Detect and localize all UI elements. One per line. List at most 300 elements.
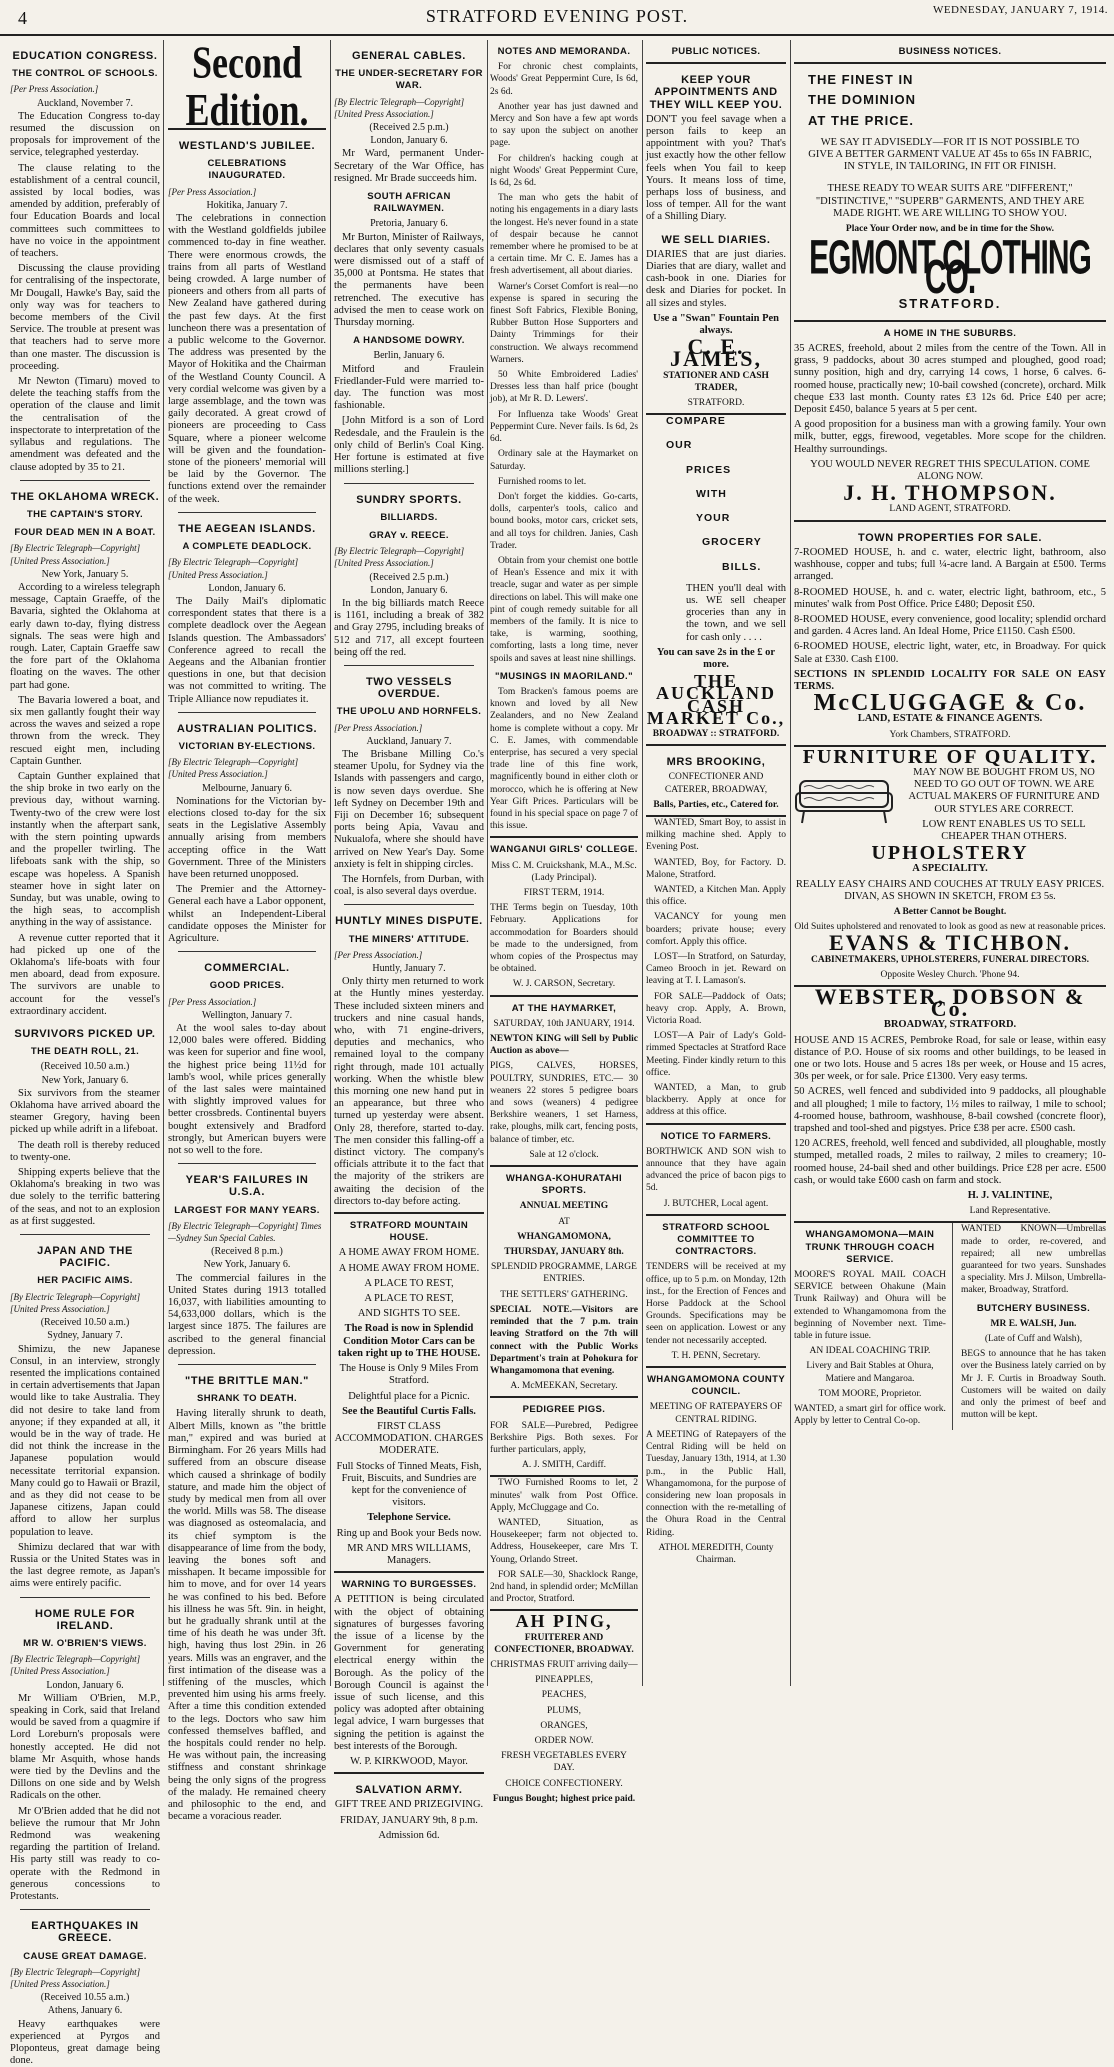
ad-text: TENDERS will be received at my office, up to 5 p.m. on Monday, 12th inst., for the Erection of Fences and Horse Paddock at the School Grounds. Specifications may be seen on application. Lowest or any tender not necessarily accepted. bbox=[646, 1262, 786, 1346]
dateline: London, January 6. bbox=[370, 135, 448, 147]
suburbs-ad bbox=[794, 328, 1106, 516]
divider bbox=[344, 483, 474, 484]
paragraph: Mr Burton, Minister of Railways, declares that only seventy casuals were dismissed out of a staff of 35,000 at Pontsma. He states that the permanents have been retrenched. The executive has advised the men to cease work on Thursday morning. bbox=[334, 231, 484, 329]
ad-line: Delightful place for a Picnic. bbox=[348, 1390, 470, 1402]
divider bbox=[178, 1364, 316, 1365]
ad-line: PEACHES, bbox=[541, 1690, 587, 1701]
ad-line: FIRST CLASS ACCOMMODATION. CHARGES MODERATE. bbox=[334, 1420, 484, 1457]
ad-line: STRATFORD. bbox=[687, 398, 745, 409]
dateline: Athens, January 6. bbox=[47, 2005, 123, 2017]
divider bbox=[20, 1234, 150, 1235]
paragraph: Mr Newton (Timaru) moved to delete the teaching staffs from the operation of the clause and limit the centralisation of the inspectorate to interpretation of the syllabus and regulations. The amendment was defeated and the clause adopted by 35 to 21. bbox=[10, 376, 160, 473]
classified-ad: VACANCY for young men boarders; private house; every comfort. Apply this office. bbox=[646, 912, 786, 947]
ad-line: (Late of Cuff and Walsh), bbox=[984, 1334, 1083, 1345]
ad-line: PRICES bbox=[686, 463, 732, 476]
ad-signature: W. P. KIRKWOOD, Mayor. bbox=[350, 1755, 468, 1767]
school-notice bbox=[646, 1222, 786, 1362]
coach-service-ad bbox=[794, 1223, 953, 1430]
column-6 bbox=[794, 40, 1106, 1686]
farmers-notice bbox=[646, 1131, 786, 1210]
ad-text: REALLY EASY CHAIRS AND COUCHES AT TRULY EASY PRICES. DIVAN, AS SHOWN IN SKETCH, FROM £3 5s. bbox=[795, 878, 1105, 902]
headline: "THE BRITTLE MAN." bbox=[185, 1375, 309, 1388]
ad-line: BROADWAY :: STRATFORD. bbox=[652, 728, 780, 739]
divider bbox=[178, 951, 316, 952]
furniture-ad bbox=[794, 745, 1106, 981]
ad-line: Livery and Bait Stables at Ohura, Matiere and Mangaroa. bbox=[806, 1361, 934, 1384]
ad-signature: Land Representative. bbox=[969, 1206, 1051, 1217]
ad-heading: STRATFORD SCHOOL COMMITTEE TO CONTRACTORS. bbox=[662, 1221, 770, 1258]
paragraph: The death roll is thereby reduced to twenty-one. bbox=[10, 1139, 160, 1163]
credit-line: [By Electric Telegraph—Copyright] [United Press Association.] bbox=[334, 96, 465, 119]
ad-signature: T. H. PENN, Secretary. bbox=[671, 1350, 761, 1361]
received-line: (Received 8 p.m.) bbox=[211, 1246, 283, 1258]
note-item: The man who gets the habit of noting his engagements in a diary lasts the longest. He's never found in a state of despair because he cannot remember where he promised to be at a certain time. Mr C. E. James has a fresh advertisement, all about diaries. bbox=[490, 193, 638, 277]
column-rule bbox=[790, 40, 791, 1686]
ad-line: SECTIONS IN SPLENDID LOCALITY FOR SALE ON EASY TERMS. bbox=[794, 668, 1106, 692]
ad-line: FRIDAY, JANUARY 9th, 8 p.m. bbox=[340, 1814, 478, 1826]
ad-heading: BUTCHERY BUSINESS. bbox=[976, 1302, 1091, 1314]
paragraph: The Bavaria lowered a boat, and six men gallantly fought their way across the waves and seized a rope thrown from the wreck. They rescued eight men, including Captain Gunther. bbox=[10, 694, 160, 767]
ad-name: AH PING, bbox=[515, 1611, 613, 1632]
headline: NOTES AND MEMORANDA. bbox=[497, 46, 631, 57]
paragraph: Captain Gunther explained that the ship broke in two early on the previous day, without warning. Twenty-two of the crew were lost instantly when the afterpart sank, with the stern pointing upwards and the propeller twirling. The lifeboats sank with the ship, so escape was hopeless. A Spanish steamer hove in sight later on Sunday, but was unable, owing to the high seas, to accomplish anything in the way of assistance. bbox=[10, 770, 160, 929]
ad-line: A HOME AWAY FROM HOME. bbox=[338, 1247, 480, 1259]
divider bbox=[646, 62, 786, 64]
ad-line: AT THE PRICE. bbox=[808, 112, 914, 128]
divider bbox=[490, 836, 638, 838]
haymarket-ad bbox=[490, 1003, 638, 1161]
ad-name: EVANS & TICHBON. bbox=[828, 930, 1072, 956]
newspaper-title: STRATFORD EVENING POST. bbox=[425, 6, 689, 26]
credit-line: [Per Press Association.] bbox=[334, 949, 423, 960]
credit-line: [Per Press Association.] bbox=[168, 186, 257, 197]
ad-text: A good proposition for a business man with a growing family. Your own milk, butter, eggs, firewood, vegetables. More scope for the children. Healthy surroundings. bbox=[794, 419, 1106, 455]
ad-text: BEGS to announce that he has taken over the Business lately carried on by Mr J. F. Curtis in Broadway South. Customers will be waited on daily and only the primest of beef and mutton will be kept. bbox=[960, 1349, 1106, 1421]
ad-text: NEWTON KING will Sell by Public Auction as above— bbox=[490, 1034, 638, 1057]
column-5 bbox=[646, 40, 786, 1686]
divider bbox=[646, 1366, 786, 1368]
dateline: Hokitika, January 7. bbox=[206, 199, 288, 211]
divider bbox=[646, 1123, 786, 1125]
masthead bbox=[0, 0, 1114, 36]
headline: HUNTLY MINES DISPUTE. bbox=[335, 915, 483, 928]
brooking-ad bbox=[646, 756, 786, 811]
paragraph: A revenue cutter reported that it had picked up one of the Oklahoma's life-boats with four men aboard, dead from exposure. The survivors are unable to account for the vessel's extraordinary accident. bbox=[10, 932, 160, 1017]
dateline: Auckland, January 7. bbox=[366, 735, 452, 747]
ad-heading: PEDIGREE PIGS. bbox=[522, 1404, 606, 1416]
dateline: London, January 6. bbox=[208, 582, 286, 594]
divider bbox=[20, 480, 150, 481]
ad-heading: A HOME IN THE SUBURBS. bbox=[883, 327, 1017, 339]
subheadline: A COMPLETE DEADLOCK. bbox=[182, 541, 312, 553]
subheadline: GOOD PRICES. bbox=[209, 980, 285, 992]
ad-heading: FURNITURE OF QUALITY. bbox=[802, 745, 1098, 768]
subheadline: GRAY v. REECE. bbox=[369, 529, 449, 541]
note-item: Obtain from your chemist one bottle of Hean's Essence and mix it with treacle, sugar and water as per simple directions on label. This will make one pint of cough remedy suitable for all members of the family. It is nice to take, is warming, soothing, comforting, lasts a long time, never spoils and saves at least nine shillings. bbox=[490, 555, 638, 664]
headline: EARTHQUAKES IN GREECE. bbox=[31, 1920, 139, 1945]
credit-line: [Per Press Association.] bbox=[334, 722, 423, 733]
divider bbox=[178, 712, 316, 713]
divider bbox=[178, 512, 316, 513]
ad-line: MEETING OF RATEPAYERS OF CENTRAL RIDING. bbox=[649, 1402, 783, 1425]
ad-line: OUR bbox=[666, 439, 693, 452]
classified-ad: WANTED, a Man, to grub blackberry. Apply at once for address at this office. bbox=[646, 1083, 786, 1118]
ad-heading: WHANGA-KOHURATAHI SPORTS. bbox=[505, 1173, 623, 1197]
ad-line: LAND, ESTATE & FINANCE AGENTS. bbox=[857, 713, 1043, 725]
paragraph: The commercial failures in the United States during 1913 totalled 16,037, with liabilities amounting to 54,633,000 dollars, which is the largest since 1875. The failures are ascribed to the general financial depression. bbox=[168, 1272, 326, 1357]
ad-signature: W. J. CARSON, Secretary. bbox=[512, 979, 616, 990]
paragraph: The Daily Mail's diplomatic correspondent states that there is a complete deadlock over the Aegean Islands question. The Ambassadors' Conference agreed to recall the Aegeans and the Albanian frontier questions in one, but that decision was not committed to writing. The Triple Alliance now repudiates it. bbox=[168, 595, 326, 705]
ad-heading: WHANGAMOMONA—MAIN TRUNK THROUGH COACH SERVICE. bbox=[805, 1229, 935, 1265]
divider bbox=[490, 995, 638, 997]
ad-line: YOU WOULD NEVER REGRET THIS SPECULATION. COME ALONG NOW. bbox=[810, 458, 1090, 483]
credit-line: [By Electric Telegraph—Copyright] [United Press Association.] bbox=[10, 1291, 141, 1314]
headline: WESTLAND'S JUBILEE. bbox=[178, 140, 316, 152]
headline: YEAR'S FAILURES IN U.S.A. bbox=[185, 1174, 309, 1199]
ad-line: Ring up and Book your Beds now. bbox=[336, 1527, 482, 1539]
divider bbox=[344, 665, 474, 666]
paragraph: Mitford and Fraulein Friedlander-Fuld were married to-day. The function was most fashionable. bbox=[334, 363, 484, 412]
ad-line: SATURDAY, 10th JANUARY, 1914. bbox=[493, 1018, 635, 1029]
column-1 bbox=[10, 40, 160, 2067]
diaries-ad bbox=[646, 74, 786, 409]
ad-line: Balls, Parties, etc., Catered for. bbox=[653, 799, 779, 810]
credit-line: [By Electric Telegraph—Copyright] [United Press Association.] bbox=[10, 1654, 141, 1677]
ad-line: ORANGES, bbox=[540, 1720, 588, 1731]
note-item: For chronic chest complaints, Woods' Great Peppermint Cure, Is 6d, 2s 6d. bbox=[490, 62, 638, 97]
subheadline: CELEBRATIONS INAUGURATED. bbox=[207, 158, 287, 182]
section-heading: BUSINESS NOTICES. bbox=[898, 46, 1002, 57]
classified-ad: WANTED KNOWN—Umbrellas made to order, re-covered, and repaired; all new umbrellas guaranteed for two years. Sunshades a speciality. Mrs J. Milson, Umbrella-maker, Broadway, Stratford. bbox=[960, 1224, 1106, 1296]
sports-ad bbox=[490, 1173, 638, 1392]
ad-line: Old Suites upholstered and renovated to look as good as new at reasonable prices. bbox=[794, 922, 1106, 933]
ad-line: FRESH VEGETABLES EVERY DAY. bbox=[501, 1751, 627, 1774]
ad-signature: H. J. VALINTINE, bbox=[967, 1190, 1053, 1202]
ad-line: YOUR bbox=[696, 512, 731, 525]
column-2 bbox=[168, 37, 326, 1823]
paragraph: According to a wireless telegraph message, Captain Graeffe, of the Bavaria, sighted the Oklahoma at early dawn to-day, flying distress signals. The seas were high and rough. Later, Captain Graeffe saw the fore part of the Oklahoma floating on the waves. The other part had gone. bbox=[10, 581, 160, 691]
dateline: New York, January 6. bbox=[41, 1074, 129, 1086]
classified-ad: WANTED, a smart girl for office work. Apply by letter to Central Co-op. bbox=[794, 1404, 946, 1427]
dateline: Sydney, January 7. bbox=[47, 1330, 123, 1342]
classified-ad: WANTED, Boy, for Factory. D. Malone, Stratford. bbox=[646, 857, 786, 880]
ad-text: THEN you'll deal with us. WE sell cheaper groceries than any in the town, and we sell for cash only . . . . bbox=[686, 582, 786, 643]
column-rule bbox=[487, 40, 488, 1686]
credit-line: [By Electric Telegraph—Copyright] [United Press Association.] bbox=[10, 543, 141, 566]
paragraph: Tom Bracken's famous poems are known and loved by all New Zealanders, and no New Zealand home is complete without a copy. Mr C. E. James, with commendable enterprise, has secured a very special trade line of this fine work, magnificently bound in either cloth or morocco, which he is offering at New Year Gift Prices. Particulars will be found in his special space on page 7 of this issue. bbox=[490, 686, 638, 832]
ad-line: Opposite Wesley Church. 'Phone 94. bbox=[880, 969, 1020, 980]
dateline: Wellington, January 7. bbox=[201, 1009, 293, 1021]
classified-ad: FOR SALE—Paddock of Oats; heavy crop. Apply, A. Brown, Victoria Road. bbox=[646, 991, 786, 1026]
ad-line: ORDER NOW. bbox=[534, 1735, 594, 1746]
ad-line: The House is Only 9 Miles From Stratford. bbox=[339, 1363, 479, 1387]
divider bbox=[490, 1165, 638, 1167]
ad-line: BROADWAY, STRATFORD. bbox=[883, 1019, 1017, 1031]
ad-line: AT bbox=[558, 1216, 570, 1227]
ad-line: A SPECIALITY. bbox=[912, 863, 988, 875]
ad-line: THE DOMINION bbox=[808, 92, 917, 108]
dateline: London, January 6. bbox=[370, 584, 448, 596]
ad-heading: TOWN PROPERTIES FOR SALE. bbox=[857, 531, 1043, 544]
ad-name: McCLUGGAGE & Co. bbox=[813, 690, 1087, 717]
ad-line: ANNUAL MEETING bbox=[519, 1201, 609, 1212]
ad-text: LOW RENT ENABLES US TO SELL CHEAPER THAN OTHERS. bbox=[922, 818, 1086, 842]
ad-text: MAY NOW BE BOUGHT FROM US, NO NEED TO GO OUT OF TOWN. WE ARE ACTUAL MAKERS OF FURNITURE AND OUR STYLES ARE CORRECT. bbox=[908, 766, 1100, 815]
note-item: For children's hacking cough at night Woods' Great Peppermint Cure, Is 6d, 2s 6d. bbox=[490, 153, 638, 189]
subheadline: THE DEATH ROLL, 21. bbox=[30, 1046, 140, 1058]
divider bbox=[178, 1163, 316, 1164]
received-line: (Received 10.55 a.m.) bbox=[40, 1992, 130, 2004]
grocery-ad bbox=[646, 415, 786, 740]
ad-line: Sale at 12 o'clock. bbox=[529, 1149, 599, 1160]
ad-text: 35 ACRES, freehold, about 2 miles from the centre of the Town. All in grass, 9 paddocks, about 30 acres stumped and ploughed, good road; sunny position, high and dry, carrying 14 cows, 1 horse, 6 calves. 6-roomed house, practically new; 10-bail cowshed (concrete), orchard. Milk cheque £33 last month. County rates £3 12s 6d. Price £40 per acre; Deposit £450, balance 5 years at 5 per cent. bbox=[794, 343, 1106, 416]
paragraph: Mr William O'Brien, M.P., speaking in Cork, said that Ireland would be saved from a quagmire if Lord Loreburn's proposals were honestly accepted. He did not blame Mr Asquith, whose hands were tied by the Devlins and the Dillons on one side and by Welsh Radicals on the other. bbox=[10, 1692, 160, 1802]
ad-text: PIGS, CALVES, HORSES, POULTRY, SUNDRIES, ETC.— 30 weaners 22 stores 5 pedigree boars and sows (weaners) 4 pedigree Berkshire weaners, 1 set Harness, rake, ploughs, milk cart, fencing posts, balance of timber, etc. bbox=[490, 1061, 638, 1145]
paragraph: Heavy earthquakes were experienced at Pyrgos and Ploponteus, great damage being done. bbox=[10, 2018, 160, 2067]
ad-text: WE SAY IT ADVISEDLY—FOR IT IS NOT POSSIBLE TO GIVE A BETTER GARMENT VALUE AT 45s to 65s IN FABRIC, IN STYLE, IN TAILORING, IN FIT OR FINISH. bbox=[808, 136, 1092, 173]
paragraph: Nominations for the Victorian by-elections closed to-day for the six seats in the Legislative Assembly annually arising from members accepting office in the Watt Government. Three of the Ministers have been returned unopposed. bbox=[168, 795, 326, 880]
ad-name: C. E. JAMES, bbox=[669, 334, 763, 372]
headline: JAPAN AND THE PACIFIC. bbox=[37, 1245, 133, 1270]
paragraph: At the wool sales to-day about 12,000 bales were offered. Bidding was keen for superior and fine wool, the highest price being 11½d for lamb's wool, while prices generally of the last sales were maintained with slightly improved values for better crossbreds. Continental buyers bought extensively and Bradford strongly, but American buyers were not so well to the fore. bbox=[168, 1023, 326, 1157]
ad-text: MOORE'S ROYAL MAIL COACH SERVICE between Ohakune (Main Trunk Railway) and Ohura will be extended to Whangamomona from the beginning of November next. Time-table in future issue. bbox=[794, 1270, 946, 1342]
burgesses-notice bbox=[334, 1579, 484, 1768]
note-item: Furnished rooms to let. bbox=[498, 476, 587, 487]
ad-text: DON'T you feel savage when a person fails to keep an appointment with you? That's just exactly how the other fellow feels when You fail to keep Yours. It means loss of time, perhaps loss of business, and loss of temper. All for the want of a Shilling Diary. bbox=[646, 113, 786, 223]
subheadline: FOUR DEAD MEN IN A BOAT. bbox=[14, 527, 156, 539]
subheadline: THE MINERS' ATTITUDE. bbox=[348, 933, 470, 945]
ad-text: FOR SALE—Purebred, Pedigree Berkshire Pigs. Both sexes. For further particulars, apply, bbox=[490, 1420, 638, 1455]
divider bbox=[646, 744, 786, 746]
divider bbox=[334, 1772, 484, 1774]
paragraph: In the big billiards match Reece is 1161, including a break of 382 and Gray 2795, including breaks of 512 and 717, all except fourteen being off the red. bbox=[334, 597, 484, 658]
note-item: Ordinary sale at the Haymarket on Saturday. bbox=[490, 449, 638, 472]
edition-banner: Second Edition. bbox=[185, 37, 309, 135]
ad-heading: STRATFORD MOUNTAIN HOUSE. bbox=[349, 1220, 469, 1244]
paragraph: The Education Congress to-day resumed the discussion on proposals for improvement of the service, telegraphed yesterday. bbox=[10, 110, 160, 159]
listing: 6-ROOMED HOUSE, electric light, water, etc, in Broadway. For quick Sale at £330. Cash £100. bbox=[794, 641, 1106, 665]
listing: 120 ACRES, freehold, well fenced and subdivided, all ploughable, mostly stumped, metalled roads, 2 miles to railway, 2 miles to creamery; 10-roomed house, 24-bail shed and other buildings. Price £28 per acre. £500 cash, or would take £600 cash on farm and stock. bbox=[794, 1138, 1106, 1186]
wanganui-ad bbox=[490, 844, 638, 990]
ad-line: AND SIGHTS TO SEE. bbox=[357, 1308, 461, 1320]
column-rule bbox=[330, 40, 331, 1686]
ad-heading: WARNING TO BURGESSES. bbox=[341, 1579, 477, 1591]
column-4 bbox=[490, 40, 639, 1804]
listing: 8-ROOMED HOUSE, h. and c. water, electric light, bathroom, etc., 5 minutes' walk from Post Office. Price £480; Deposit £50. bbox=[794, 586, 1106, 610]
ad-line: CABINETMAKERS, UPHOLSTERERS, FUNERAL DIRECTORS. bbox=[810, 954, 1090, 965]
credit-line: [By Electric Telegraph—Copyright] [United Press Association.] bbox=[10, 1966, 141, 1990]
ad-heading: WANGANUI GIRLS' COLLEGE. bbox=[490, 844, 638, 856]
classified-ad: WANTED, a Kitchen Man. Apply this office. bbox=[646, 884, 786, 908]
paragraph: Having literally shrunk to death, Albert Mills, known as "the brittle man," expired and was buried at Birmingham. For 26 years Mills had suffered from an obscure disease which caused a shrinkage of bodily stature, and made him the object of study by medical men from all over the world. Mills was 58. The disease was diagnosed as osteomalacia, and its chief symptom is the disappearance of lime from the body, leaving the bones soft and misshapen. It became impossible for him to move, and for over 14 years he was confined to his bed. Before his illness he was 5ft. 9in. in height, but he gradually shrank until at the time of his death he was under 3ft. high, having thus lost 29in. in 26 years. Mills was an engraver, and the first intimation of the disease was a stiffening of the muscles, which prevented him using his arms freely. After a time this condition extended to the legs. Doctors who saw him confessed themselves baffled, and the hospitals could render no help. He was without pain, the increasing stiffness and constant shrinkage being the only signs of the progress of the malady. He remained cheery and philosophic to the end, and became a voracious reader. bbox=[168, 1408, 326, 1823]
headline: THE AEGEAN ISLANDS. bbox=[178, 522, 316, 535]
credit-line: [By Electric Telegraph—Copyright] [United Press Association.] bbox=[334, 546, 465, 569]
ad-name: THE AUCKLAND CASH MARKET Co., bbox=[646, 671, 786, 728]
subheadline: MR W. O'BRIEN'S VIEWS. bbox=[23, 1637, 147, 1649]
ad-heading: SALVATION ARMY. bbox=[355, 1784, 463, 1797]
paragraph: Shipping experts believe that the Oklahoma's breaking in two was due solely to the terrific battering of the seas, and not to an explosion as at first suggested. bbox=[10, 1167, 160, 1227]
ad-line: CHOICE CONFECTIONERY. bbox=[505, 1778, 623, 1789]
ad-line: STRATFORD. bbox=[898, 295, 1002, 311]
headline: HOME RULE FOR IRELAND. bbox=[34, 1607, 136, 1632]
divider bbox=[20, 1909, 150, 1910]
issue-date: WEDNESDAY, JANUARY 7, 1914. bbox=[932, 4, 1108, 16]
received-line: (Received 2.5 p.m.) bbox=[369, 571, 449, 583]
ad-text: THESE READY TO WEAR SUITS ARE "DIFFERENT," "DISTINCTIVE," "SUPERB" GARMENTS, AND THEY ARE MADE RIGHT. WE ARE WILLING TO SHOW YOU. bbox=[815, 183, 1085, 219]
ad-line: CHRISTMAS FRUIT arriving daily— bbox=[490, 1659, 638, 1670]
subheadline: THE UNDER-SECRETARY FOR WAR. bbox=[335, 68, 483, 92]
divider bbox=[20, 1597, 150, 1598]
ad-line: A Better Cannot be Bought. bbox=[893, 906, 1007, 917]
ad-line: THE SETTLERS' GATHERING. bbox=[500, 1289, 628, 1300]
bottom-ads bbox=[794, 1223, 1106, 1430]
masthead-rule bbox=[0, 34, 1114, 36]
received-line: (Received 2.5 p.m.) bbox=[369, 122, 449, 134]
pigs-ad bbox=[490, 1404, 638, 1471]
divider bbox=[646, 1214, 786, 1216]
dateline: Huntly, January 7. bbox=[372, 963, 446, 974]
headline: SUNDRY SPORTS. bbox=[356, 493, 462, 506]
ad-text: A MEETING of Ratepayers of the Central Riding will be held on Tuesday, January 13th, 1914, at 1.30 p.m., in the Public Hall, Whangamomona, for the purpose of considering new loan proposals in connection with the re-metalling of the Ohura Road in the Central Riding. bbox=[646, 1429, 786, 1538]
received-line: (Received 10.50 a.m.) bbox=[40, 1317, 130, 1329]
ad-text: BORTHWICK AND SON wish to announce that they have again advanced the price of bacon pigs to 5d. bbox=[646, 1146, 786, 1194]
divider bbox=[794, 520, 1106, 522]
credit-line: [Per Press Association.] bbox=[10, 84, 99, 95]
ad-text: SPECIAL NOTE.—Visitors are reminded that the 7 p.m. train leaving Stratford on the 7th will connect with the Public Works Department's train at Pohokura for Whangamomona that evening. bbox=[490, 1304, 638, 1376]
ad-name: MR E. WALSH, Jun. bbox=[990, 1318, 1077, 1329]
webster-dobson-ad bbox=[794, 983, 1106, 1217]
ad-heading: NOTICE TO FARMERS. bbox=[660, 1130, 772, 1142]
dateline: Melbourne, January 6. bbox=[202, 782, 292, 794]
classified-ad: WANTED, Smart Boy, to assist in milking machine shed. Apply to Evening Post. bbox=[646, 817, 786, 853]
subheadline: CAUSE GREAT DAMAGE. bbox=[23, 1950, 147, 1962]
ad-text: THE Terms begin on Tuesday, 10th February. Applications for accommodation for Boarders should be made to the undersigned, from whom copies of the Prospectus may be obtained. bbox=[490, 903, 638, 975]
sofa-illustration bbox=[794, 771, 894, 829]
divider bbox=[334, 1212, 484, 1214]
ad-line: BILLS. bbox=[722, 560, 762, 573]
ad-heading: AT THE HAYMARKET, bbox=[511, 1002, 617, 1014]
ad-name: EGMONT CLOTHING CO. bbox=[809, 232, 1091, 305]
received-line: (Received 10.50 a.m.) bbox=[40, 1061, 130, 1073]
mountain-house-ad bbox=[334, 1220, 484, 1567]
ad-line: The Road is now in Splendid Condition Motor Cars can be taken right up to THE HOUSE. bbox=[337, 1323, 481, 1359]
ad-signature: ATHOL MEREDITH, County Chairman. bbox=[658, 1542, 774, 1565]
divider bbox=[334, 1571, 484, 1573]
ad-line: Use a "Swan" Fountain Pen always. bbox=[652, 312, 779, 337]
headline: SURVIVORS PICKED UP. bbox=[14, 1028, 156, 1041]
subheadline: "MUSINGS IN MAORILAND." bbox=[494, 670, 633, 682]
ad-line: FRUITERER AND CONFECTIONER, BROADWAY. bbox=[494, 1632, 634, 1655]
ad-signature: A. J. SMITH, Cardiff. bbox=[521, 1460, 606, 1471]
credit-line: [By Electric Telegraph—Copyright] [United Press Association.] bbox=[168, 557, 299, 580]
ad-line: COMPARE bbox=[666, 415, 726, 428]
ad-line: THE FINEST IN bbox=[808, 72, 914, 88]
paragraph: [John Mitford is a son of Lord Redesdale, and the Fraulein is the only child of Berlin's Coal King. Her fortune is estimated at five millions sterling.] bbox=[334, 415, 484, 476]
paragraph: The Hornfels, from Durban, with coal, is also several days overdue. bbox=[334, 873, 484, 898]
paragraph: Shimizu declared that war with Russia or the United States was in the last degree remote, as Japan's aims were entirely pacific. bbox=[10, 1541, 160, 1590]
note-item: Another year has just dawned and Mercy and Son have a few apt words to say upon the subject on another page. bbox=[490, 101, 638, 149]
subheadline: BILLIARDS. bbox=[380, 511, 438, 523]
column-rule bbox=[163, 40, 164, 1686]
ad-line: THURSDAY, JANUARY 8th. bbox=[504, 1247, 624, 1258]
headline: THE OKLAHOMA WRECK. bbox=[10, 490, 160, 503]
ad-line: Admission 6d. bbox=[378, 1829, 440, 1841]
headline: TWO VESSELS OVERDUE. bbox=[365, 675, 453, 701]
credit-line: [By Electric Telegraph—Copyright] [United Press Association.] bbox=[168, 757, 299, 780]
ad-line: Full Stocks of Tinned Meats, Fish, Fruit, Biscuits, and Sundries are kept for the convenience of visitors. bbox=[336, 1460, 482, 1509]
ad-line: PINEAPPLES, bbox=[535, 1675, 593, 1686]
paragraph: Only thirty men returned to work at the Huntly mines yesterday. These included sixteen miners and truckers and nine casual hands, who, with 71 engine-drivers, deputies and mechanics, who remained loyal to the company right through, made 101 actually working. When the whistle blew this morning one new hand put in an appearance, but three who turned up yesterday were absent. Only 28, therefore, started to-day. The men consider this falling-off a distinct victory. The company's officials attribute it to the fact that the majority of the strikers are awaiting the decision of the directors to-day before acting. bbox=[334, 976, 484, 1207]
paragraph: Mr O'Brien added that he did not believe the rumour that Mr John Redmond was weakening regarding the partition of Ireland. His party still was ready to co-operate with the Redmond in generous concessions to Protestants. bbox=[10, 1805, 160, 1903]
dateline: Berlin, January 6. bbox=[373, 350, 445, 362]
subheadline: HER PACIFIC AIMS. bbox=[37, 1275, 133, 1287]
ad-signature: A. McMEEKAN, Secretary. bbox=[510, 1381, 618, 1392]
county-notice bbox=[646, 1374, 786, 1566]
ad-signature: MR AND MRS WILLIAMS, Managers. bbox=[347, 1542, 471, 1566]
salvation-army-ad bbox=[334, 1784, 484, 1842]
dateline: New York, January 5. bbox=[41, 568, 129, 580]
classified-ad: LOST—A Pair of Lady's Gold-rimmed Spectacles at Stratford Race Meeting. Finder kindly return to this office. bbox=[646, 1031, 786, 1078]
classified-ad: FOR SALE—30, Shacklock Range, 2nd hand, in splendid order; McMillan and Proctor, Stratford. bbox=[490, 1569, 638, 1605]
ad-line: LAND AGENT, STRATFORD. bbox=[889, 504, 1011, 515]
dateline: Auckland, November 7. bbox=[36, 97, 134, 109]
divider bbox=[794, 62, 1106, 64]
paragraph: The celebrations in connection with the Westland goldfields jubilee commenced to-day in fine weather. There were enormous crowds, the trains from all parts of Westland being crowded. A large number of pioneers and others from all parts of New Zealand have gathered during the past few days. At the first luncheon there was a presentation of a public welcome to the Governor. The address was presented by the Mayor of Hokitika and the Chairman of the Westland County Council. A very cordial welcome was given by a large assemblage, and the town was gaily decorated. A great crowd of pioneers are proceeding to Cass Square, where a pioneer welcome will be given and the foundation-stone of the pioneers' memorial will be laid by the Governor. The functions extend over the remainder of the week. bbox=[168, 213, 326, 505]
note-item: For Influenza take Woods' Great Peppermint Cure. Never fails. Is 6d, 2s 6d. bbox=[490, 409, 639, 445]
column-3 bbox=[334, 40, 484, 1841]
ad-line: A PLACE TO REST, bbox=[364, 1293, 454, 1305]
ad-line: Place Your Order now, and be in time for the Show. bbox=[845, 224, 1055, 235]
paragraph: Shimizu, the new Japanese Consul, in an interview, strongly resented the implications contained in certain advertisements that Japan would like to take Australia. They did not desire to take land from anyone; if they expanded at all, it would be in the way of trade. He did not think the increase in the Japanese population would necessitate territorial expansion. Many could go to Hawaii or Brazil, and as they did not cease to be Japanese citizens, Japan could afford to allow her surplus population to leave. bbox=[10, 1343, 160, 1538]
ad-line: GIFT TREE AND PRIZEGIVING. bbox=[334, 1799, 484, 1811]
listing: 7-ROOMED HOUSE, h. and c. water, electric light, bathroom, also washhouse, copper and tubs; full ¼-acre land. A Bargain at £500. Terms arranged. bbox=[794, 546, 1106, 583]
listing: HOUSE AND 15 ACRES, Pembroke Road, for sale or lease, within easy distance of P.O. House of six rooms and other buildings, to be leased in one or two lots. House and 5 acres 18s per week, or House and 15 acres, 30s per week, or for sale. Price £1300. Very easy terms. bbox=[794, 1034, 1106, 1083]
classified-ad: TWO Furnished Rooms to let, 2 minutes' walk from Post Office. Apply, McCluggage and Co. bbox=[490, 1478, 638, 1513]
classified-ad: WANTED, Situation, as Housekeeper; farm not objected to. Address, Housekeeper, care Mrs T. Young, Orlando Street. bbox=[490, 1517, 638, 1565]
credit-line: [By Electric Telegraph—Copyright] Times—Sydney Sun Special Cables. bbox=[168, 1220, 322, 1244]
divider bbox=[490, 1396, 638, 1398]
headline: PUBLIC NOTICES. bbox=[671, 46, 761, 57]
paragraph: Discussing the clause providing for centralising of the inspectorate, Mr Dougall, Hawke's Bay, said the only way was for teachers to become members of the Civil Service. The trouble at present was that teachers had to serve more than one master. The discussion is proceeding. bbox=[10, 263, 160, 372]
ad-name: WEBSTER, DOBSON & Co. bbox=[814, 983, 1086, 1022]
paragraph: The clause relating to the establishment of a central council, assisted by local bodies, was amended by addition, preferably of four Education Boards and local committees such committees to have no voice in the appointment of teachers. bbox=[10, 162, 160, 260]
town-properties-ad bbox=[794, 532, 1106, 741]
ad-line: GROCERY bbox=[702, 536, 762, 549]
ad-line: PLUMS, bbox=[546, 1705, 582, 1716]
ad-line: WHANGAMOMONA, bbox=[517, 1231, 611, 1242]
divider bbox=[794, 320, 1106, 322]
paragraph: The Brisbane Milling Co.'s steamer Upolu, for Sydney via the Islands with passengers and cargo, is now seven days overdue. She left Sydney on December 19th and Fiji on December 16; subsequent ports being Apia, Vavau and Nukualofa, where she should have arrived on New Year's Day. Some anxiety is felt in shipping circles. bbox=[334, 748, 484, 870]
ad-line: Fungus Bought; highest price paid. bbox=[492, 1793, 636, 1804]
ad-line: FIRST TERM, 1914. bbox=[523, 888, 605, 898]
egmont-ad bbox=[794, 74, 1106, 310]
subheadline: THE UPOLU AND HORNFELS. bbox=[336, 706, 482, 718]
ad-line: You can save 2s in the £ or more. bbox=[656, 646, 776, 670]
dateline: Pretoria, January 6. bbox=[370, 218, 448, 230]
ad-line: A HOME AWAY FROM HOME. bbox=[338, 1262, 480, 1274]
ad-line: AN IDEAL COACHING TRIP. bbox=[809, 1346, 931, 1357]
subheadline: SOUTH AFRICAN RAILWAYMEN. bbox=[367, 191, 451, 215]
ad-line: A PLACE TO REST, bbox=[364, 1277, 454, 1289]
dateline: New York, January 6. bbox=[203, 1259, 291, 1271]
subheadline: LARGEST FOR MANY YEARS. bbox=[174, 1204, 320, 1216]
ad-heading: WHANGAMOMONA COUNTY COUNCIL. bbox=[646, 1374, 786, 1398]
ahping-ad bbox=[490, 1611, 638, 1805]
dateline: London, January 6. bbox=[46, 1679, 124, 1691]
paragraph: Mr Ward, permanent Under-Secretary of the War Office, has resigned. Mr Brade succeeds him. bbox=[334, 148, 484, 184]
credit-line: [Per Press Association.] bbox=[168, 996, 257, 1007]
subheadline: THE CAPTAIN'S STORY. bbox=[26, 508, 144, 520]
